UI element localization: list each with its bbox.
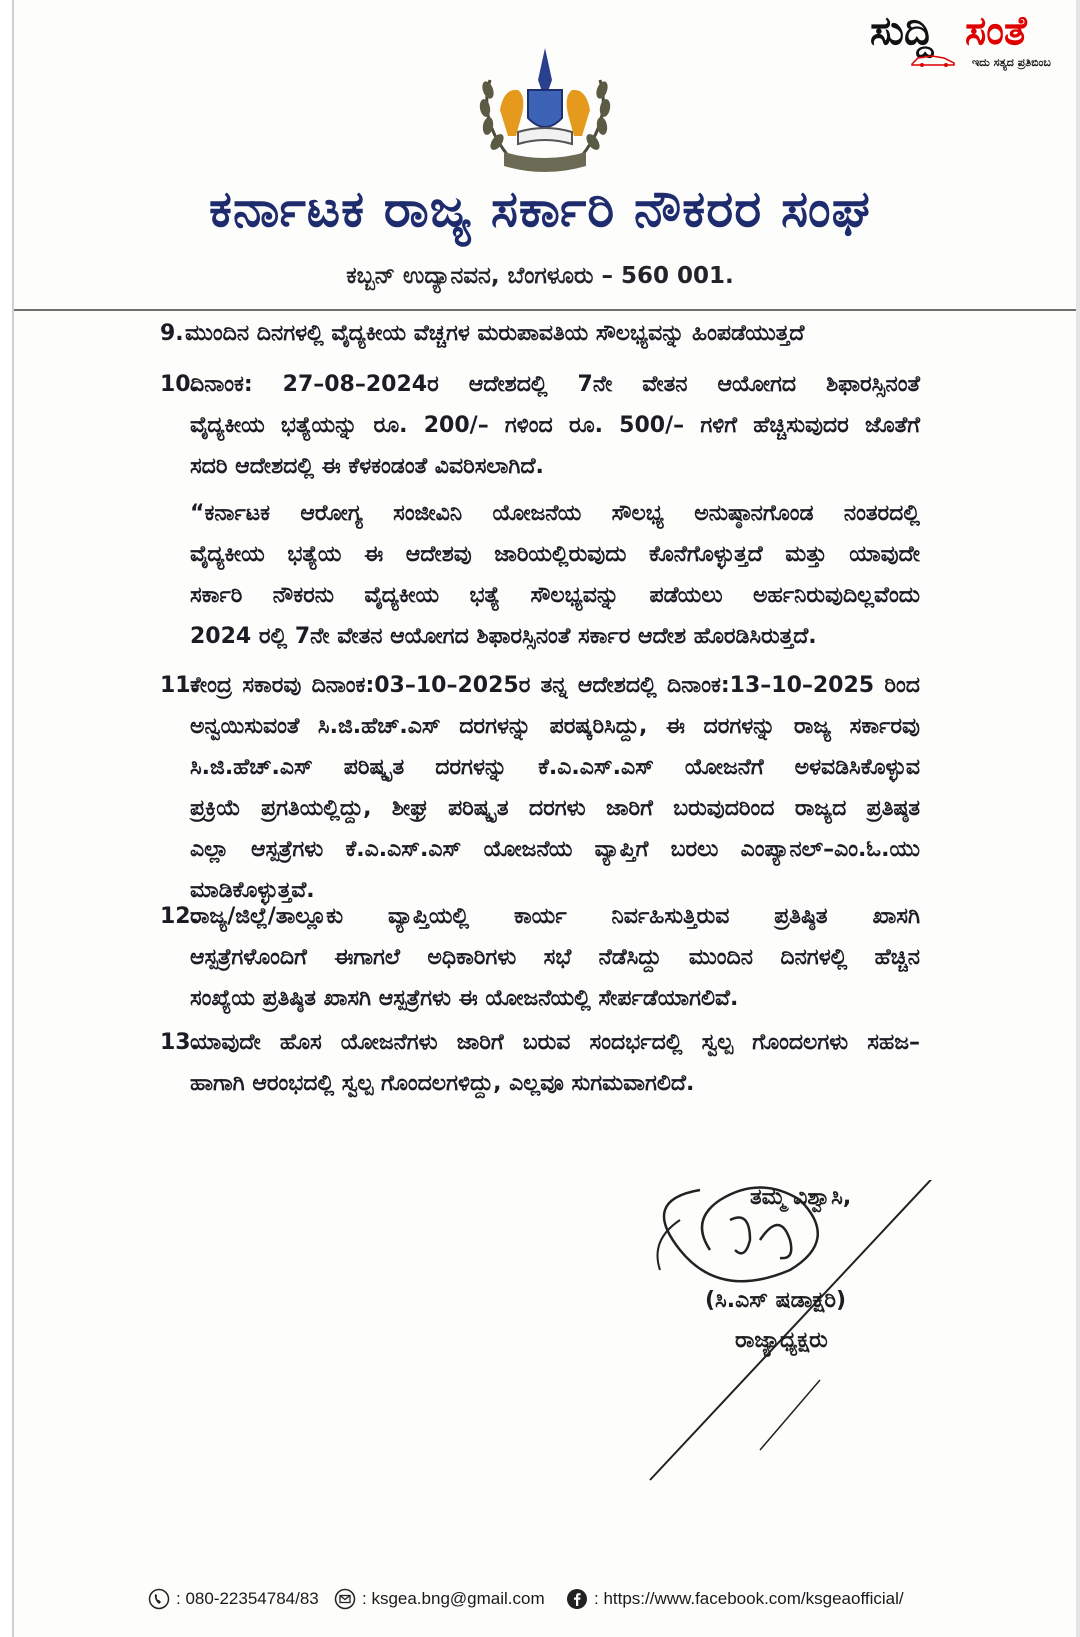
point-13-number: 13.	[160, 1030, 199, 1055]
text-line: ಕೇಂದ್ರ ಸಕಾರವು ದಿನಾಂಕ:03–10–2025ರ ತನ್ನ ಆದೇಶದಲ್ಲಿ ದಿನಾಂಕ:13–10–2025 ರಿಂದ	[190, 673, 920, 698]
text-line: ಪ್ರಕ್ರಿಯೆ ಪ್ರಗತಿಯಲ್ಲಿದ್ದು, ಶೀಘ್ರ ಪರಿಷ್ಕೃತ ದರಗಳು ಜಾರಿಗೆ ಬರುವುದರಿಂದ ರಾಜ್ಯದ ಪ್ರತಿಷ್ಠತ	[190, 796, 920, 821]
contact-footer	[0, 1580, 1080, 1620]
signatory-name: (ಸಿ.ಎಸ್ ಷಡಾಕ್ಷರಿ)	[705, 1288, 847, 1313]
paper-right-edge	[1076, 0, 1080, 1637]
point-11-text	[190, 665, 920, 911]
text-line: ಸಿ.ಜಿ.ಹೆಚ್.ಎಸ್ ಪರಿಷ್ಕೃತ ದರಗಳನ್ನು ಕೆ.ಎ.ಎಸ್.ಎಸ್ ಯೋಜನೆಗೆ ಅಳವಡಿಸಿಕೊಳ್ಳುವ	[190, 755, 920, 780]
footer-facebook	[566, 1588, 904, 1610]
text-line: ಸರ್ಕಾರಿ ನೌಕರನು ವೈದ್ಯಕೀಯ ಭತ್ಯೆ ಸೌಲಭ್ಯವನ್ನು ಪಡೆಯಲು ಅರ್ಹನಿರುವುದಿಲ್ಲವೆಂದು	[190, 583, 920, 608]
text-line: ಮಾಡಿಕೊಳ್ಳುತ್ತವೆ.	[190, 878, 315, 903]
text-line: ಸದರಿ ಆದೇಶದಲ್ಲಿ ಈ ಕೆಳಕಂಡಂತೆ ವಿವರಿಸಲಾಗಿದೆ.	[190, 454, 544, 479]
point-13-text	[190, 1022, 920, 1104]
point-10-text	[190, 364, 920, 487]
point-9-text	[185, 313, 920, 354]
facebook-icon	[566, 1588, 588, 1610]
text-line: ಎಲ್ಲಾ ಆಸ್ಪತ್ರೆಗಳು ಕೆ.ಎ.ಎಸ್.ಎಸ್ ಯೋಜನೆಯ ವ್ಯಾಪ್ತಿಗೆ ಬರಲು ಎಂಪ್ಯಾನಲ್–ಎಂ.ಓ.ಯು	[190, 837, 920, 862]
signature-salutation: ತಮ್ಮ ವಿಶ್ವಾಸಿ,	[750, 1185, 852, 1210]
point-10-number: 10.	[160, 372, 199, 397]
phone-number: : 080-22354784/83	[176, 1589, 319, 1608]
point-9-number: 9.	[160, 321, 184, 346]
point-11-number: 11.	[160, 673, 199, 698]
facebook-url[interactable]: : https://www.facebook.com/ksgeaofficial/	[594, 1589, 904, 1608]
email-icon	[334, 1588, 356, 1610]
text-line: 2024 ರಲ್ಲಿ 7ನೇ ವೇತನ ಆಯೋಗದ ಶಿಫಾರಸ್ಸಿನಂತೆ ಸರ್ಕಾರ ಆದೇಶ ಹೊರಡಿಸಿರುತ್ತದೆ.	[190, 624, 817, 649]
text-line: ರಾಜ್ಯ/ಜಿಲ್ಲೆ/ತಾಲ್ಲೂಕು ವ್ಯಾಪ್ತಿಯಲ್ಲಿ ಕಾರ್ಯ ನಿರ್ವಹಿಸುತ್ತಿರುವ ಪ್ರತಿಷ್ಠಿತ ಖಾಸಗಿ	[190, 904, 920, 929]
footer-phone	[148, 1588, 319, 1610]
text-line: ಸಂಖ್ಯೆಯ ಪ್ರತಿಷ್ಠಿತ ಖಾಸಗಿ ಆಸ್ಪತ್ರೆಗಳು ಈ ಯೋಜನೆಯಲ್ಲಿ ಸೇರ್ಪಡೆಯಾಗಲಿವೆ.	[190, 986, 739, 1011]
text-line: ವೈದ್ಯಕೀಯ ಭತ್ಯೆಯನ್ನು ರೂ. 200/– ಗಳಿಂದ ರೂ. 500/– ಗಳಿಗೆ ಹೆಚ್ಚಿಸುವುದರ ಜೊತೆಗೆ	[190, 413, 920, 438]
publisher-logo	[870, 8, 1070, 74]
publisher-tagline: ಇದು ಸತ್ಯದ ಪ್ರತಿಬಿಂಬ	[972, 56, 1051, 69]
phone-icon	[148, 1588, 170, 1610]
signatory-role: ರಾಜ್ಯಾಧ್ಯಕ್ಷರು	[735, 1328, 828, 1353]
publisher-logo-word1: ಸುದ್ದಿ	[870, 8, 934, 54]
email-address[interactable]: : ksgea.bng@gmail.com	[362, 1589, 545, 1608]
association-title: ಕರ್ನಾಟಕ ರಾಜ್ಯ ಸರ್ಕಾರಿ ನೌಕರರ ಸಂಘ	[209, 180, 871, 239]
publisher-logo-word2: ಸಂತೆ	[965, 8, 1027, 54]
point-12-number: 12.	[160, 904, 199, 929]
footer-email	[334, 1588, 545, 1610]
text-line: ಹಾಗಾಗಿ ಆರಂಭದಲ್ಲಿ ಸ್ವಲ್ಪ ಗೊಂದಲಗಳಿದ್ದು, ಎಲ್ಲವೂ ಸುಗಮವಾಗಲಿದೆ.	[190, 1071, 695, 1096]
text-line: ಮುಂದಿನ ದಿನಗಳಲ್ಲಿ ವೈದ್ಯಕೀಯ ವೆಚ್ಚಗಳ ಮರುಪಾವತಿಯ ಸೌಲಭ್ಯವನ್ನು ಹಿಂಪಡೆಯುತ್ತದೆ	[185, 321, 805, 346]
text-line: ದಿನಾಂಕ: 27–08–2024ರ ಆದೇಶದಲ್ಲಿ 7ನೇ ವೇತನ ಆಯೋಗದ ಶಿಫಾರಸ್ಸಿನಂತೆ	[190, 372, 920, 397]
text-line: “ಕರ್ನಾಟಕ ಆರೋಗ್ಯ ಸಂಜೀವಿನಿ ಯೋಜನೆಯ ಸೌಲಭ್ಯ ಅನುಷ್ಠಾನಗೊಂಡ ನಂತರದಲ್ಲಿ	[190, 501, 920, 526]
text-line: ಆಸ್ಪತ್ರೆಗಳೊಂದಿಗೆ ಈಗಾಗಲೆ ಅಧಿಕಾರಿಗಳು ಸಭೆ ನೆಡೆಸಿದ್ದು ಮುಂದಿನ ದಿನಗಳಲ್ಲಿ ಹೆಚ್ಚಿನ	[190, 945, 920, 970]
header-divider	[14, 309, 1076, 311]
text-line: ವೈದ್ಯಕೀಯ ಭತ್ಯೆಯ ಈ ಆದೇಶವು ಜಾರಿಯಲ್ಲಿರುವುದು ಕೊನೆಗೊಳ್ಳುತ್ತದೆ ಮತ್ತು ಯಾವುದೇ	[190, 542, 920, 567]
point-10-quote	[190, 493, 920, 657]
point-12-text	[190, 896, 920, 1019]
car-icon	[910, 52, 956, 68]
association-address: ಕಬ್ಬನ್ ಉದ್ಯಾನವನ, ಬೆಂಗಳೂರು – 560 001.	[346, 263, 734, 289]
text-line: ಯಾವುದೇ ಹೊಸ ಯೋಜನೆಗಳು ಜಾರಿಗೆ ಬರುವ ಸಂದರ್ಭದಲ್ಲಿ ಸ್ವಲ್ಪ ಗೊಂದಲಗಳು ಸಹಜ–	[190, 1030, 920, 1055]
text-line: ಅನ್ವಯಿಸುವಂತೆ ಸಿ.ಜಿ.ಹೆಚ್.ಎಸ್ ದರಗಳನ್ನು ಪರಷ್ಕರಿಸಿದ್ದು, ಈ ದರಗಳನ್ನು ರಾಜ್ಯ ಸರ್ಕಾರವು	[190, 714, 920, 739]
association-emblem	[470, 40, 620, 180]
